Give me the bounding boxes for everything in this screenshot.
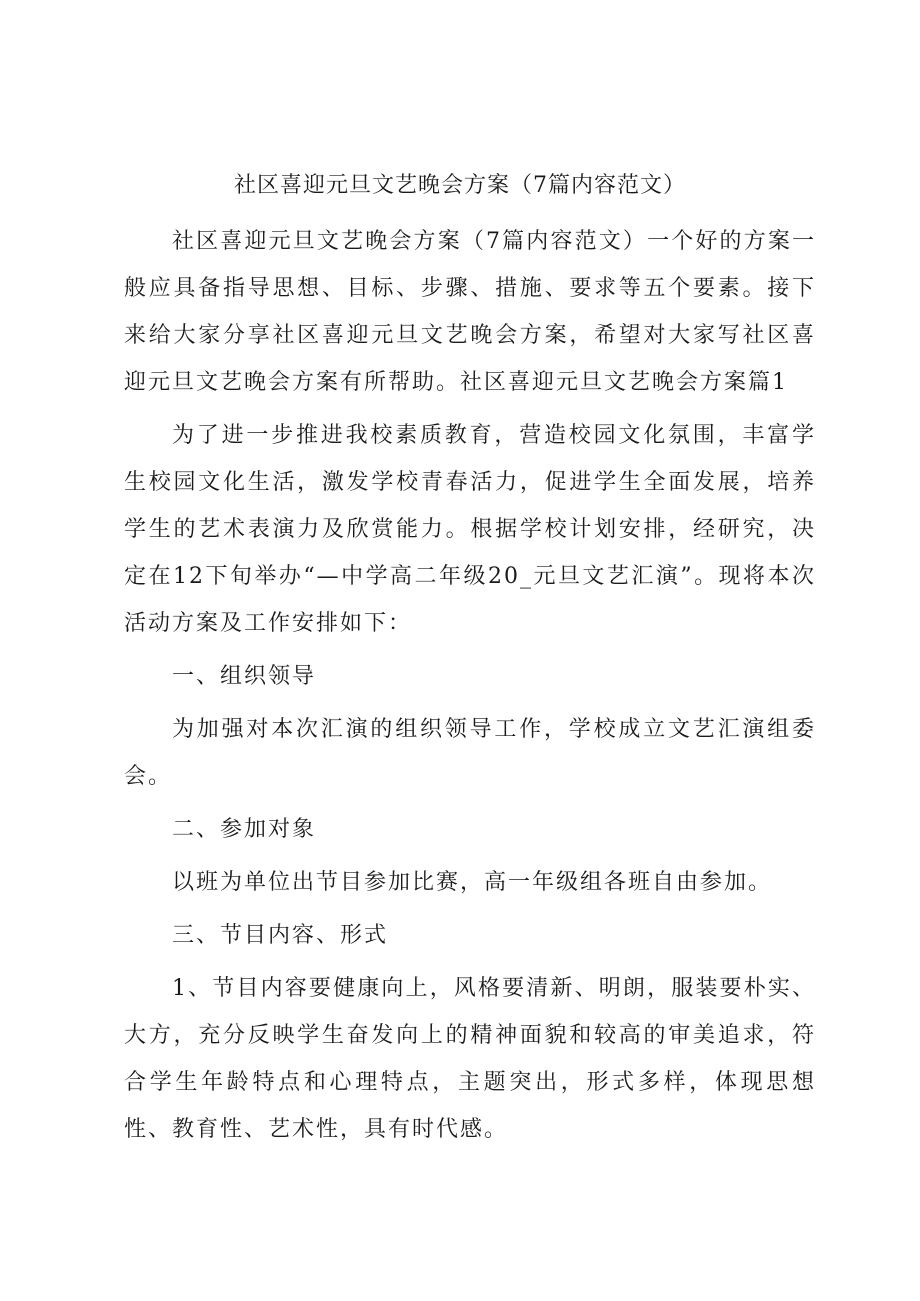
- document-title: 社区喜迎元旦文艺晚会方案（7篇内容范文）: [234, 173, 686, 198]
- section-heading-organization: 一、组织领导: [172, 664, 317, 689]
- content-format-paragraph: 1、节目内容要健康向上，风格要清新、明朗，服装要朴实、大方，充分反映学生奋发向上的精神面貌和较高的审美追求，符合学生年龄特点和心理特点，主题突出，形式多样，体现思想性、教育性、艺术性，具有时代感。: [124, 976, 816, 1142]
- intro-paragraph: 社区喜迎元旦文艺晚会方案（7篇内容范文）一个好的方案一般应具备指导思想、目标、步骤、措施、要求等五个要素。接下来给大家分享社区喜迎元旦文艺晚会方案，希望对大家写社区喜迎元旦文艺晚会方案有所帮助。社区喜迎元旦文艺晚会方案篇1: [124, 229, 816, 395]
- organization-paragraph: 为加强对本次汇演的组织领导工作，学校成立文艺汇演组委会。: [124, 717, 816, 789]
- section-heading-participants: 二、参加对象: [172, 817, 317, 842]
- background-paragraph: 为了进一步推进我校素质教育，营造校园文化氛围，丰富学生校园文化生活，激发学校青春活力，促进学生全面发展，培养学生的艺术表演力及欣赏能力。根据学校计划安排，经研究，决定在12下旬举办“—中学高二年级20_元旦文艺汇演”。现将本次活动方案及工作安排如下：: [124, 423, 816, 636]
- document-body: [124, 218, 816, 1153]
- participants-paragraph: 以班为单位出节目参加比赛，高一年级组各班自由参加。: [172, 870, 773, 895]
- section-heading-content-format: 三、节目内容、形式: [172, 923, 389, 948]
